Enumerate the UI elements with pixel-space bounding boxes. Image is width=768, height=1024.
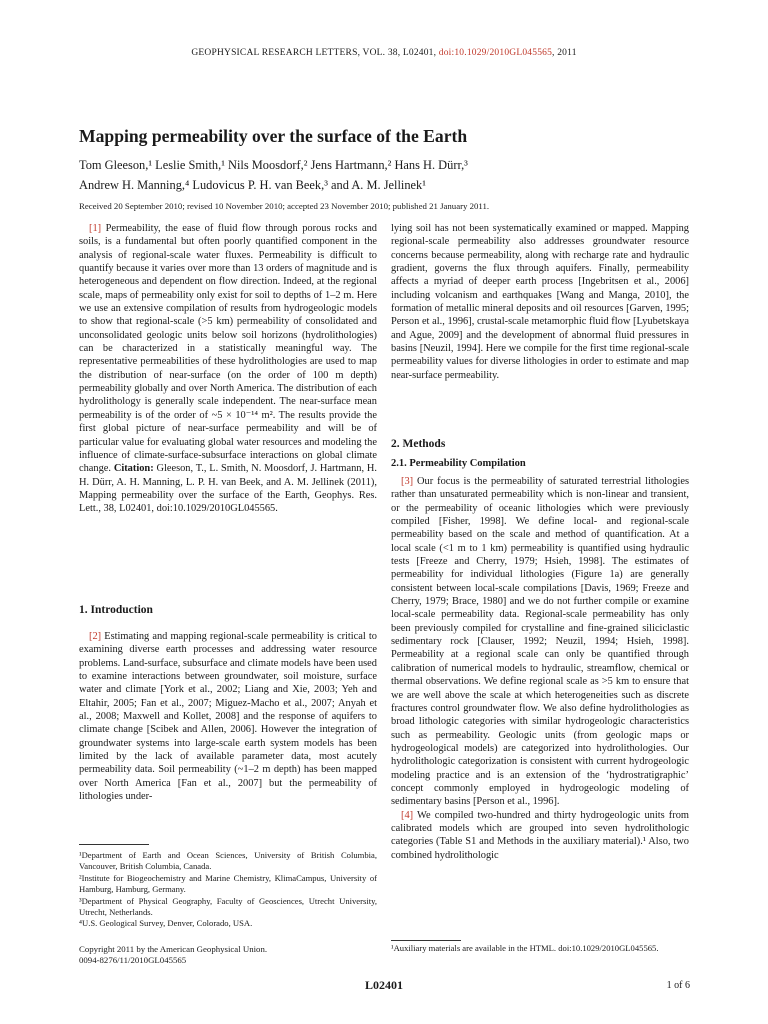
introduction-continued [391, 222, 689, 382]
affiliation-1: ¹Department of Earth and Ocean Sciences, University of British Columbia, Vancouver, British Columbia, Canada. [79, 850, 377, 872]
affiliation-2: ²Institute for Biogeochemistry and Marine Chemistry, KlimaCampus, University of Hamburg, Hamburg, Germany. [79, 872, 377, 895]
paragraph-number[interactable]: [3] [401, 476, 414, 487]
citation-text: Gleeson, T., L. Smith, N. Moosdorf, J. Hartmann, H. H. Dürr, A. H. Manning, L. P. H. van Beek, and A. M. Jellinek (2011), Mapping permeability over the surface of the Earth, Geophys. Res. Lett., 38, L02401, doi:10.1029/2010GL045565. [79, 463, 377, 515]
abstract-text: Permeability, the ease of fluid flow through porous rocks and soils, is a fundamental but often poorly quantified component in the analysis of regional-scale water fluxes. Permeability is difficult to quantify because it varies over more than 13 orders of magnitude and is heterogeneous and dependent on flow direction. Indeed, at the regional scale, maps of permeability only exist for soil to depths of 1–2 m. Here we use an extensive compilation of results from hydrogeologic models to show that regional-scale (>5 km) permeability of consolidated and unconsolidated geologic units below soil horizons (hydrolithologies) can be characterized in a statistically meaningful way. The representative permeabilities of these hydrolithologies are used to map the distribution of near-surface (on the order of 100 m depth) permeability globally and over North America. The distribution of each hydrolithology is generally scale independent. The near-surface mean permeability is of the order of ~5 × 10⁻¹⁴ m². The results provide the first global picture of near-surface permeability and will be of particular value for evaluating global water resources and modeling the influence of climate-surface-subsurface interactions on global climate change. [79, 223, 377, 475]
year: , 2011 [552, 48, 577, 58]
authors [79, 155, 699, 195]
citation-label: Citation: [113, 463, 154, 475]
affiliation-3: ³Department of Physical Geography, Faculty of Geosciences, Utrecht University, Utrecht, Netherlands. [79, 895, 377, 918]
introduction-text: Estimating and mapping regional-scale permeability is critical to examining diverse earth processes and addressing water resource problems. Land-surface, subsurface and climate models have been used to examine interactions between groundwater, soil moisture, surface water and climate [York et al., 2002; Liang and Xie, 2003; Yeh and Eltahir, 2005; Fan et al., 2007; Miguez-Macho et al., 2007; Anyah et al., 2008; Maxwell and Kollet, 2008] and the response of aquifers to climate change [Scibek and Allen, 2006]. However the integration of groundwater systems into large-scale earth system models has been limited by the lack of available parameter data, most acutely permeability data. Soil permeability (~1–2 m depth) has been mapped over North America [Fan et al., 2007] but the permeability of lithologies under- [79, 631, 377, 803]
footnote-rule [79, 844, 149, 845]
paragraph-3-text: Our focus is the permeability of saturated terrestrial lithologies rather than unsaturated permeability which is non-linear and transient, or the permeability of oceanic lithologies which were previously compiled [Fisher, 1998]. We define local- and regional-scale permeability based on the scale and method of quantification. At a local scale (<1 m to 1 km) permeability is quantified using hydraulic tests [Freeze and Cherry, 1979; Hsieh, 1998]. The estimates of permeability for individual lithologies (Figure 1a) are generally consistent between local-scale compilations [Davis, 1969; Freeze and Cherry, 1979; Brace, 1980] and we do not further compile or examine local-scale permeability data. Regional-scale permeability has only been previously compiled for crystalline and fine-grained siliciclastic sedimentary rock [Clauser, 1992; Neuzil, 1994; Hsieh, 1998]. Permeability at a regional scale can only be quantified through calibration of numerical models to hydraulic, streamflow, chemical or thermal observations. We define regional scale as >5 km to ensure that we are well above the scale at which heterogeneities such as discrete fractures control groundwater flow. We also define hydrolithologies as broad lithologic categories with similar hydrogeologic characteristics such as permeability. Geologic units (from geologic maps or hydrogeological models) are categorized into hydrolithologies. Our hydrolithologic categorization is consistent with current hydrogeologic modeling practice and is an extension of the ‘hydrostratigraphic’ concept commonly employed in hydrogeologic modeling of sedimentary basins [Person et al., 1996]. [391, 476, 689, 808]
section-heading-introduction: 1. Introduction [79, 604, 153, 616]
copyright-line-1: Copyright 2011 by the American Geophysical Union. [79, 944, 268, 954]
auxiliary-footnote: ¹Auxiliary materials are available in the HTML. doi:10.1029/2010GL045565. [391, 943, 659, 953]
abstract [79, 222, 377, 516]
paragraph-number[interactable]: [4] [401, 809, 414, 821]
introduction [79, 630, 377, 803]
article-title: Mapping permeability over the surface of the Earth [79, 126, 468, 146]
doi-link[interactable]: doi:10.1029/2010GL045565 [438, 48, 553, 58]
copyright [79, 944, 377, 966]
running-head [0, 48, 768, 58]
affiliations [79, 850, 377, 930]
affiliation-4: ⁴U.S. Geological Survey, Denver, Colorado, USA. [79, 918, 253, 929]
paragraph-number[interactable]: [1] [89, 223, 102, 234]
article-id: L02401 [364, 978, 403, 992]
section-heading-methods: 2. Methods [391, 438, 446, 450]
authors-line-2: Andrew H. Manning,⁴ Ludovicus P. H. van Beek,³ and A. M. Jellinek¹ [79, 178, 426, 192]
received-dates: Received 20 September 2010; revised 10 November 2010; accepted 23 November 2010; published 21 January 2011. [79, 201, 490, 211]
paragraph-number[interactable]: [2] [89, 631, 102, 642]
footnote-rule [391, 940, 461, 941]
page-number: 1 of 6 [666, 980, 690, 991]
subsection-heading-permeability: 2.1. Permeability Compilation [391, 458, 526, 469]
methods-text [391, 475, 689, 862]
paragraph-4-text: We compiled two-hundred and thirty hydrogeologic units from calibrated models which are grouped into seven hydrolithologic categories (Table S1 and Methods in the auxiliary material).¹ Also, two combined hydrolithologic [391, 809, 689, 861]
journal-info: GEOPHYSICAL RESEARCH LETTERS, VOL. 38, L02401, [191, 48, 437, 58]
introduction-continued-text: lying soil has not been systematically examined or mapped. Mapping regional-scale permeability also addresses groundwater resource concerns because permeability, along with recharge rate and hydraulic gradient, governs the flux through aquifers. Finally, permeability affects a myriad of deeper earth process [Ingebritsen et al., 2006] including volcanism and earthquakes [Wang and Manga, 2010], the formation of metallic mineral deposits and oil resources [Garven, 1995; Person et al., 1996], crustal-scale metamorphic fluid flow [Lyubetskaya and Ague, 2009] and the development of abnormal fluid pressures in basins [Neuzil, 1994]. Here we compile for the first time regional-scale permeability values for diverse lithologies in order to estimate and map near-surface permeability. [391, 223, 689, 381]
copyright-line-2: 0094-8276/11/2010GL045565 [79, 955, 187, 965]
authors-line-1: Tom Gleeson,¹ Leslie Smith,¹ Nils Moosdorf,² Jens Hartmann,² Hans H. Dürr,³ [79, 158, 468, 172]
